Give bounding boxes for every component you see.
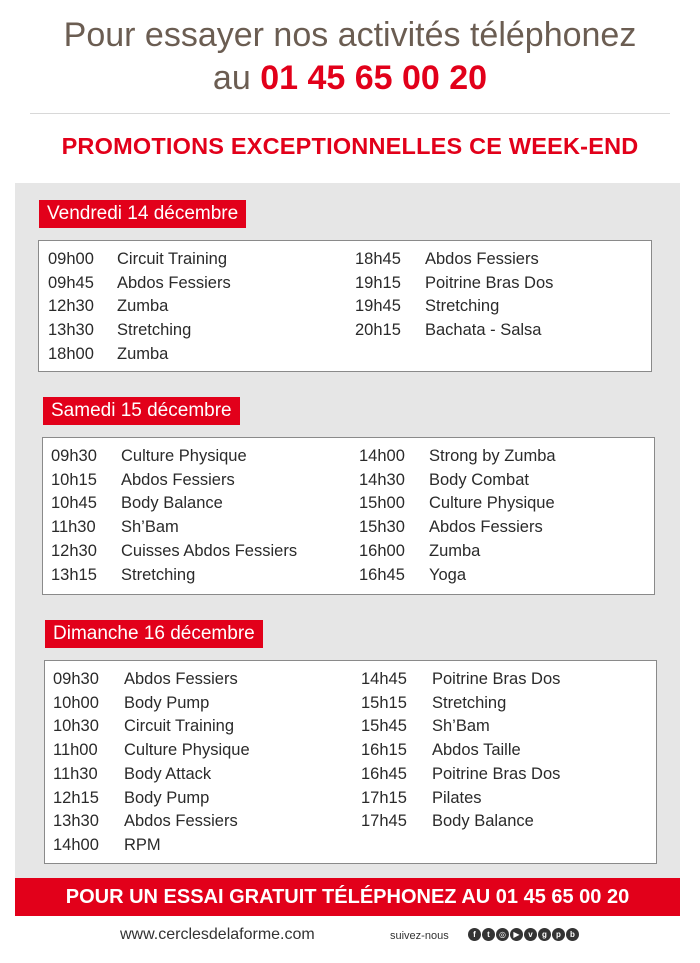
- activity: RPM: [124, 835, 161, 854]
- time: 16h45: [361, 764, 407, 783]
- schedule-box-saturday: [42, 437, 655, 595]
- activity: Strong by Zumba: [429, 447, 556, 465]
- schedule-column-left: [51, 445, 297, 587]
- schedule-row: [359, 492, 556, 516]
- schedule-row: [359, 540, 556, 564]
- activity: Cuisses Abdos Fessiers: [121, 541, 298, 560]
- schedule-row: [361, 668, 560, 692]
- schedule-row: [361, 763, 560, 787]
- time: 12h30: [48, 297, 94, 316]
- schedule-row: [51, 540, 297, 564]
- schedule-row: [355, 295, 553, 319]
- activity: Stretching: [117, 321, 192, 340]
- schedule-row: [53, 763, 250, 787]
- day-title-saturday: Samedi 15 décembre: [43, 397, 240, 425]
- time: 10h30: [53, 717, 99, 736]
- activity: Poitrine Bras Dos: [432, 670, 561, 688]
- time: 09h45: [48, 273, 94, 292]
- time: 16h15: [361, 741, 407, 760]
- activity: Body Combat: [429, 470, 529, 489]
- schedule-row: [361, 739, 560, 763]
- activity: Abdos Fessiers: [124, 812, 238, 831]
- activity: Culture Physique: [429, 494, 555, 513]
- time: 12h15: [53, 788, 99, 807]
- schedule-row: [48, 343, 231, 367]
- time: 16h00: [359, 541, 405, 560]
- activity: Abdos Fessiers: [117, 273, 231, 292]
- schedule-row: [53, 739, 250, 763]
- schedule-row: [53, 715, 250, 739]
- time: 15h15: [361, 693, 407, 712]
- headline-line1: Pour essayer nos activités téléphonez: [63, 16, 637, 54]
- promo-title: PROMOTIONS EXCEPTIONNELLES CE WEEK-END: [61, 133, 639, 159]
- time: 20h15: [355, 321, 401, 340]
- activity: Pilates: [432, 788, 482, 807]
- time: 10h00: [53, 693, 99, 712]
- headline-prefix: au: [212, 59, 261, 97]
- schedule-row: [355, 319, 553, 343]
- activity: Poitrine Bras Dos: [432, 764, 561, 783]
- schedule-row: [51, 564, 297, 588]
- schedule-row: [361, 810, 560, 834]
- activity: Stretching: [432, 693, 507, 712]
- activity: Body Pump: [124, 788, 210, 807]
- headline-phone[interactable]: 01 45 65 00 20: [260, 59, 488, 97]
- time: 18h00: [48, 344, 94, 363]
- time: 14h45: [361, 670, 407, 688]
- time: 11h00: [53, 741, 98, 760]
- schedule-row: [359, 445, 556, 469]
- time: 12h30: [51, 541, 97, 560]
- schedule-row: [51, 445, 297, 469]
- activity: Sh’Bam: [121, 518, 179, 537]
- activity: Circuit Training: [117, 250, 228, 268]
- headline: [0, 14, 700, 100]
- time: 14h30: [359, 470, 405, 489]
- time: 09h00: [48, 250, 94, 268]
- activity: Body Pump: [124, 693, 210, 712]
- time: 15h30: [359, 518, 405, 537]
- activity: Bachata - Salsa: [425, 321, 542, 340]
- schedule-row: [53, 834, 250, 858]
- day-title-friday: Vendredi 14 décembre: [39, 200, 246, 228]
- activity: Abdos Fessiers: [124, 670, 238, 688]
- video-icon[interactable]: v: [524, 928, 537, 941]
- schedule-column-right: [361, 668, 560, 834]
- activity: Zumba: [117, 297, 169, 316]
- activity: Sh’Bam: [432, 717, 490, 736]
- schedule-row: [361, 692, 560, 716]
- activity: Body Attack: [124, 764, 212, 783]
- twitter-icon[interactable]: t: [482, 928, 495, 941]
- time: 11h30: [51, 518, 96, 537]
- schedule-row: [359, 564, 556, 588]
- activity: Poitrine Bras Dos: [425, 273, 554, 292]
- time: 09h30: [53, 670, 99, 688]
- time: 10h45: [51, 494, 97, 513]
- schedule-column-right: [359, 445, 556, 587]
- activity: Yoga: [429, 565, 467, 584]
- schedule-row: [51, 492, 297, 516]
- activity: Stretching: [425, 297, 500, 316]
- time: 15h45: [361, 717, 407, 736]
- schedule-row: [53, 668, 250, 692]
- time: 15h00: [359, 494, 405, 513]
- activity: Culture Physique: [121, 447, 247, 465]
- time: 17h15: [361, 788, 407, 807]
- time: 13h30: [53, 812, 99, 831]
- pinterest-icon[interactable]: p: [552, 928, 565, 941]
- schedule-row: [359, 516, 556, 540]
- activity: Abdos Taille: [432, 741, 521, 760]
- activity: Circuit Training: [124, 717, 235, 736]
- schedule-row: [361, 787, 560, 811]
- follow-label: suivez-nous: [390, 930, 449, 942]
- schedule-row: [359, 469, 556, 493]
- activity: Body Balance: [121, 494, 223, 513]
- instagram-icon[interactable]: ◎: [496, 928, 509, 941]
- schedule-row: [48, 272, 231, 296]
- time: 14h00: [53, 835, 99, 854]
- schedule-row: [51, 516, 297, 540]
- schedule-row: [361, 715, 560, 739]
- activity: Zumba: [429, 541, 481, 560]
- time: 13h30: [48, 321, 94, 340]
- time: 14h00: [359, 447, 405, 465]
- google-plus-icon[interactable]: g: [538, 928, 551, 941]
- schedule-row: [53, 787, 250, 811]
- facebook-icon[interactable]: f: [468, 928, 481, 941]
- schedule-row: [48, 319, 231, 343]
- time: 18h45: [355, 250, 401, 268]
- time: 16h45: [359, 565, 405, 584]
- schedule-row: [53, 810, 250, 834]
- blog-icon[interactable]: b: [566, 928, 579, 941]
- activity: Abdos Fessiers: [425, 250, 539, 268]
- schedule-row: [355, 248, 553, 272]
- schedule-column-left: [48, 248, 231, 367]
- schedule-box-friday: [38, 240, 652, 372]
- time: 10h15: [51, 470, 97, 489]
- schedule-column-right: [355, 248, 553, 343]
- website-link[interactable]: www.cerclesdelaforme.com: [120, 926, 315, 943]
- activity: Abdos Fessiers: [121, 470, 235, 489]
- divider: [30, 113, 670, 114]
- activity: Zumba: [117, 344, 169, 363]
- headline-line2: [0, 57, 700, 100]
- activity: Abdos Fessiers: [429, 518, 543, 537]
- schedule-row: [48, 295, 231, 319]
- schedule-row: [355, 272, 553, 296]
- schedule-row: [51, 469, 297, 493]
- social-icons: [468, 928, 579, 941]
- time: 19h15: [355, 273, 401, 292]
- time: 13h15: [51, 565, 97, 584]
- activity: Stretching: [121, 565, 196, 584]
- schedule-box-sunday: [44, 660, 657, 864]
- free-trial-banner: POUR UN ESSAI GRATUIT TÉLÉPHONEZ AU 01 45 65 00 20: [15, 878, 680, 916]
- activity: Body Balance: [432, 812, 534, 831]
- time: 09h30: [51, 447, 97, 465]
- youtube-icon[interactable]: ▶: [510, 928, 523, 941]
- time: 11h30: [53, 764, 98, 783]
- activity: Culture Physique: [124, 741, 250, 760]
- schedule-column-left: [53, 668, 250, 858]
- time: 19h45: [355, 297, 401, 316]
- time: 17h45: [361, 812, 407, 831]
- schedule-row: [53, 692, 250, 716]
- schedule-row: [48, 248, 231, 272]
- day-title-sunday: Dimanche 16 décembre: [45, 620, 263, 648]
